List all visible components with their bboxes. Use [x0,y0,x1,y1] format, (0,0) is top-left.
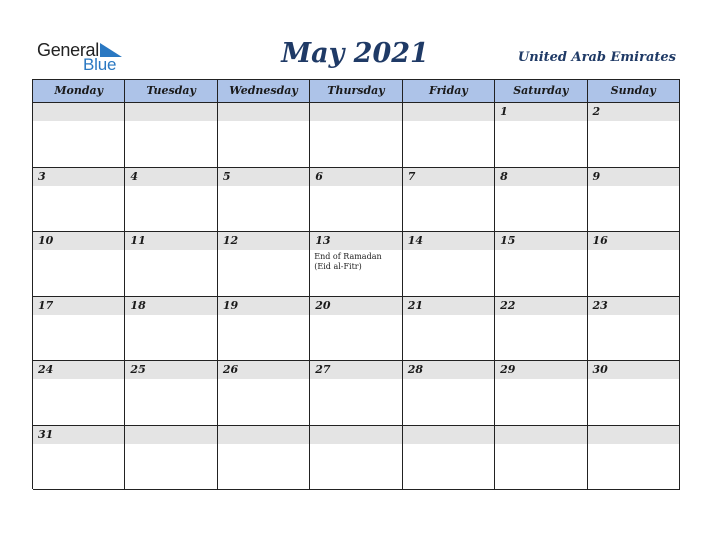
day-cell-header-bar [403,103,494,121]
day-cell-header-bar [403,168,494,186]
day-number: 31 [38,427,54,441]
day-cell-header-bar [125,103,216,121]
calendar-week-row [33,426,680,491]
day-cell [403,297,495,362]
day-cell [310,103,402,168]
calendar-week-row [33,103,680,168]
day-cell [218,361,310,426]
day-cell [588,426,680,491]
day-number: 22 [500,298,516,312]
day-number: 11 [130,234,146,247]
day-cell-header-bar [33,168,124,186]
day-number: 5 [222,169,231,183]
day-number: 26 [222,363,239,376]
day-cell [495,297,587,362]
day-cell [33,103,125,168]
day-cell [125,232,217,297]
calendar-week-row [33,361,680,426]
day-cell-header-bar [588,168,679,186]
day-number: 24 [38,363,54,376]
day-number: 16 [592,234,608,247]
day-number: 4 [130,169,139,183]
day-number: 14 [407,234,423,247]
day-cell [218,426,310,491]
logo-general-text: General [37,40,99,60]
day-cell [403,426,495,491]
day-number: 23 [592,298,608,312]
day-cell-header-bar [125,168,216,186]
day-cell [125,168,217,233]
calendar-title: May 2021 [281,38,429,69]
day-number: 1 [500,105,508,118]
day-cell [125,426,217,491]
day-number: 6 [315,169,323,183]
day-cell [588,168,680,233]
day-cell-header-bar [218,168,309,186]
day-cell [495,426,587,491]
day-cell [33,232,125,297]
calendar-week-row [33,297,680,362]
day-cell [588,361,680,426]
weekday-header-monday: Monday [33,80,125,103]
day-number: 3 [38,169,46,183]
day-cell [588,232,680,297]
day-number: 10 [38,234,54,247]
day-number: 25 [130,363,146,376]
day-cell [33,168,125,233]
day-cell [218,103,310,168]
day-number: 7 [407,169,416,183]
day-number: 13 [315,234,331,247]
day-cell-header-bar [310,103,401,121]
holiday-event: End of Ramadan (Eid al-Fitr) [314,252,382,271]
day-number: 21 [407,298,423,312]
day-cell-header-bar [495,168,586,186]
day-number: 19 [222,298,239,312]
day-cell [125,361,217,426]
day-cell [218,168,310,233]
logo [37,40,137,74]
day-cell [310,426,402,491]
day-cell-header-bar [310,426,401,444]
day-number: 18 [130,298,146,312]
day-number: 20 [315,298,331,312]
day-number: 30 [592,363,608,376]
day-cell-header-bar [495,103,586,121]
weekday-header-friday: Friday [403,80,495,103]
day-cell-header-bar [218,103,309,121]
day-cell-header-bar [588,426,679,444]
calendar-week-row [33,168,680,233]
day-cell-header-bar [495,426,586,444]
day-cell-header-bar [588,103,679,121]
day-cell [495,361,587,426]
weekday-header-saturday: Saturday [495,80,587,103]
day-cell-header-bar [218,426,309,444]
weekday-header-thursday: Thursday [310,80,402,103]
logo-blue-text: Blue [83,55,117,74]
day-cell [310,297,402,362]
calendar-week-row [33,232,680,297]
day-cell [33,297,125,362]
weekday-header-sunday: Sunday [588,80,680,103]
weekday-header-tuesday: Tuesday [125,80,217,103]
day-cell [495,232,587,297]
day-number: 12 [222,234,239,247]
day-cell [125,297,217,362]
day-cell-header-bar [310,168,401,186]
day-cell [310,361,402,426]
calendar-grid [32,79,680,489]
day-cell-header-bar [33,103,124,121]
day-number: 15 [500,234,516,247]
day-cell [495,168,587,233]
day-cell [403,361,495,426]
day-cell [218,297,310,362]
day-cell [403,168,495,233]
day-cell [403,232,495,297]
day-cell [125,103,217,168]
country-label: United Arab Emirates [517,50,676,65]
weekday-header-row [33,80,680,103]
day-cell [33,361,125,426]
day-number: 8 [500,169,508,183]
day-cell [33,426,125,491]
weekday-header-wednesday: Wednesday [218,80,310,103]
day-cell [588,103,680,168]
day-number: 27 [315,363,331,376]
day-number: 29 [500,363,516,376]
day-number: 9 [592,169,601,183]
day-cell [218,232,310,297]
day-cell [588,297,680,362]
day-cell [495,103,587,168]
calendar-weeks [33,103,680,490]
day-cell-header-bar [125,426,216,444]
day-cell [310,168,402,233]
day-cell [403,103,495,168]
day-cell [310,232,402,297]
day-number: 17 [38,298,54,312]
day-number: 2 [592,105,601,118]
day-cell-header-bar [403,426,494,444]
day-number: 28 [407,363,423,376]
